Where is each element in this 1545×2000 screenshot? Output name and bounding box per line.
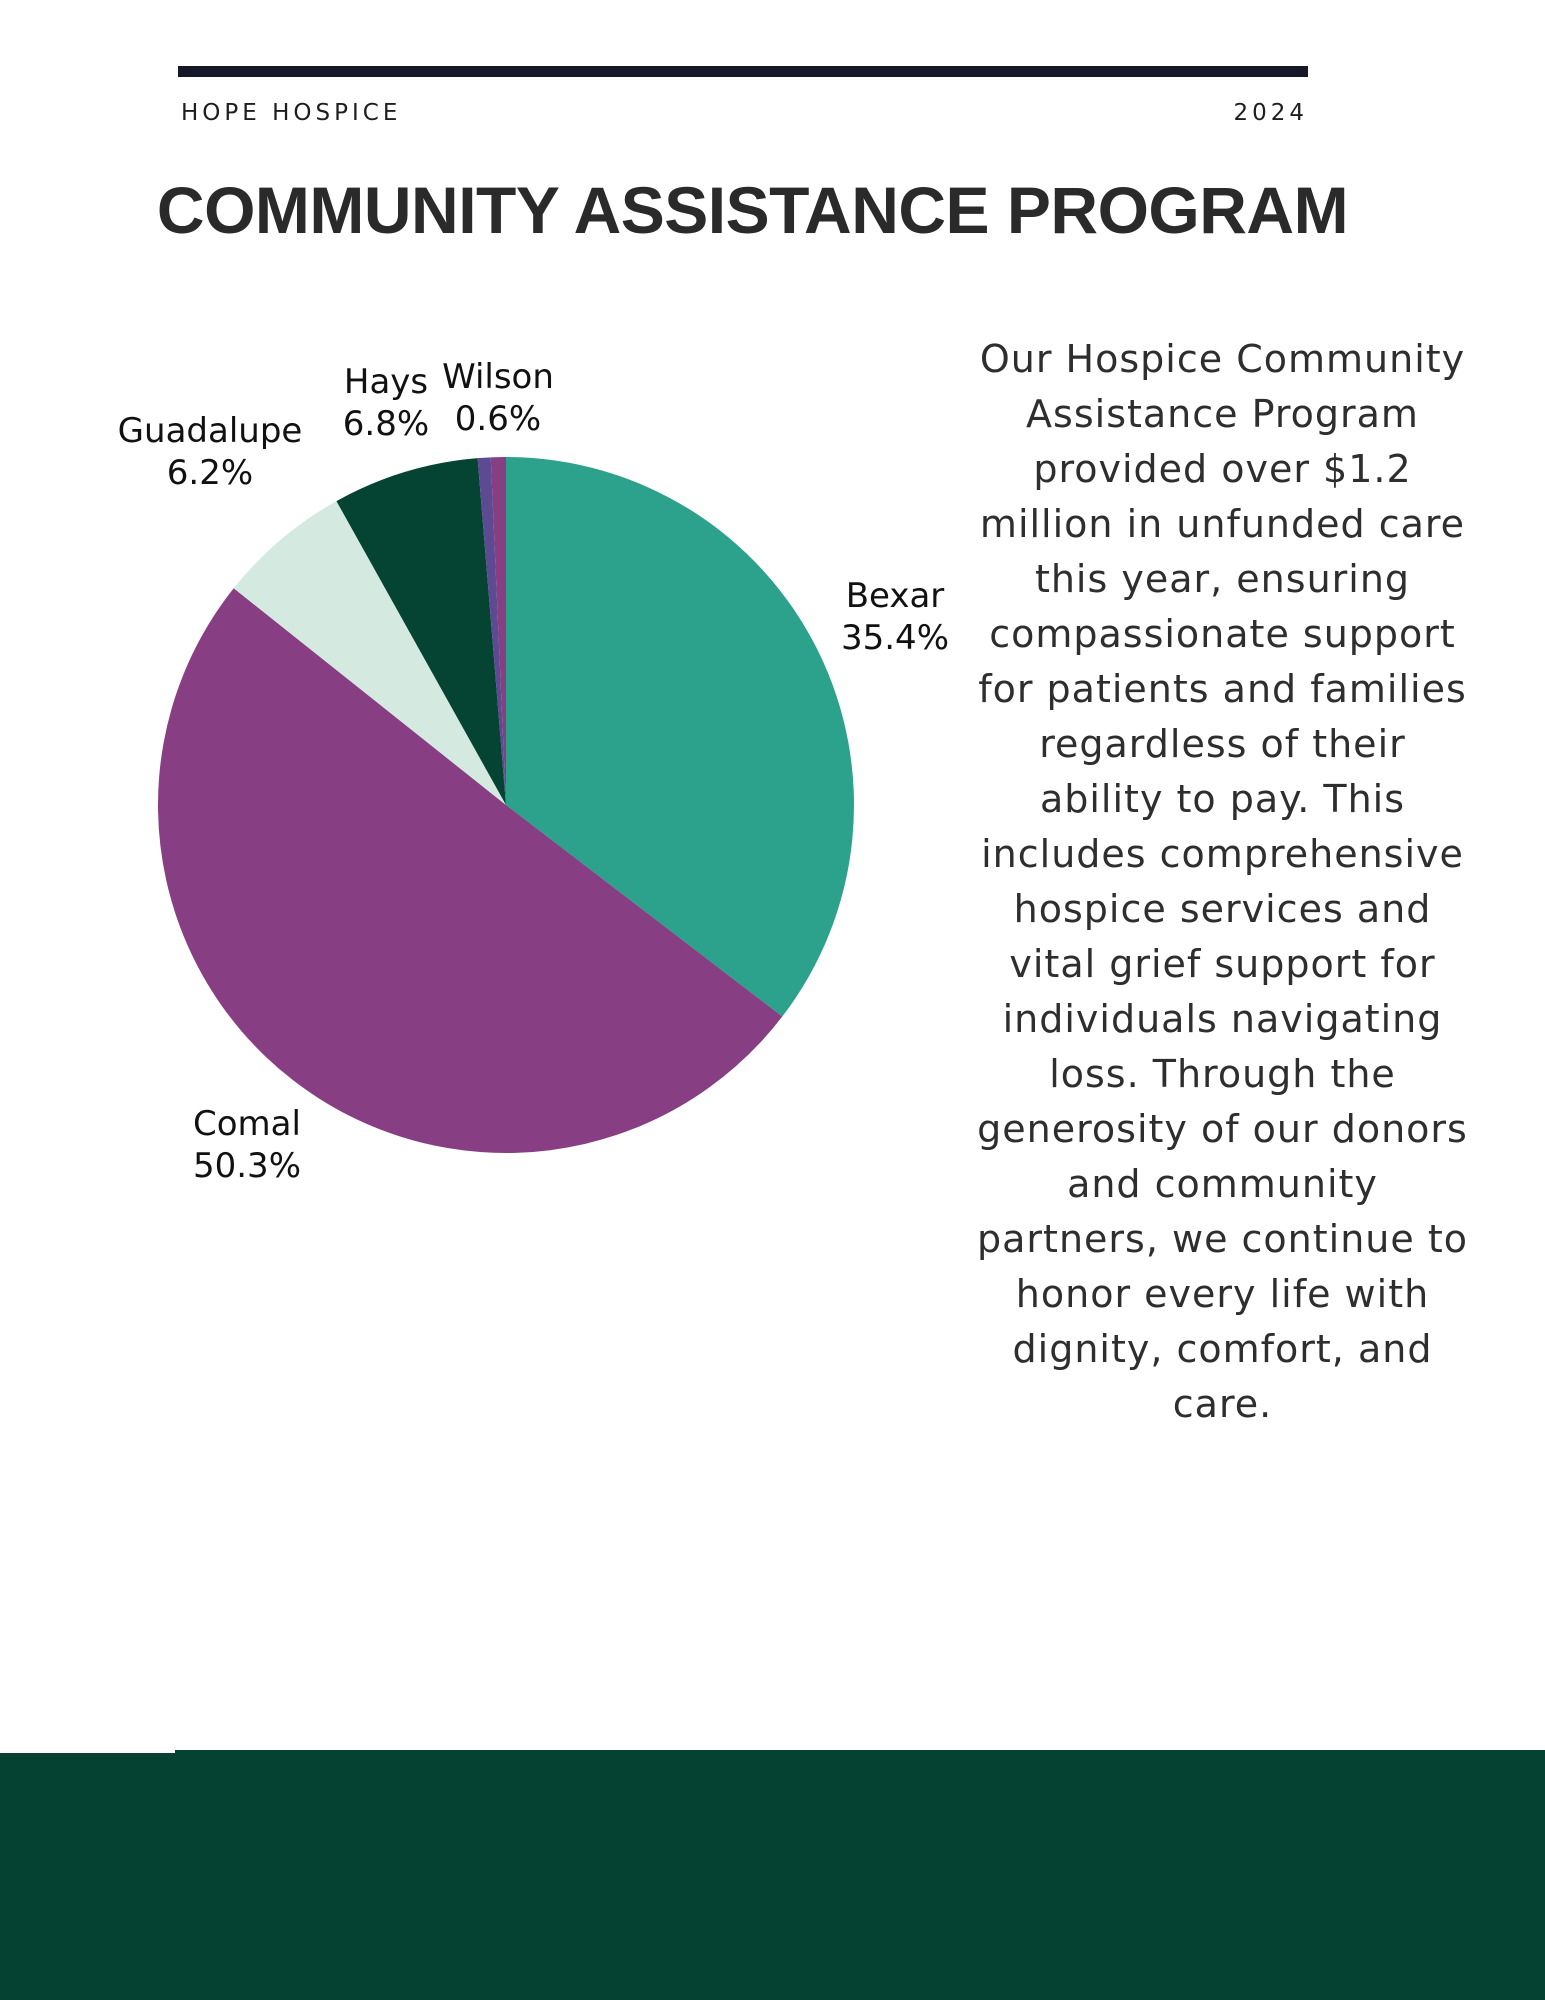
slice-label-guadalupe: Guadalupe 6.2% [117,411,303,493]
slice-label-bexar: Bexar 35.4% [840,576,950,658]
page-title: COMMUNITY ASSISTANCE PROGRAM [156,173,1349,247]
footer-band [0,1750,1545,2000]
program-description: Our Hospice Community Assistance Program provided over $1.2 million in unfunded care this year, ensuring compassionate support for patients and families regardless of their ability to pay. This includes comprehensive hospice services and vital grief support for individuals navigating loss. Through the generosity of our donors and community partners, we continue to honor every life with dignity, comfort, and care. [977,337,1468,1426]
pie-chart [0,320,980,1220]
slice-label-wilson: Wilson 0.6% [442,357,554,439]
footer-notch [0,1750,175,1753]
slice-label-hays: Hays 6.8% [342,362,430,444]
header-rule [178,66,1308,77]
pie-chart-svg [0,320,980,1220]
slice-label-comal: Comal 50.3% [192,1104,302,1186]
report-year: 2024 [1233,100,1308,126]
organization-name: HOPE HOSPICE [181,100,402,126]
